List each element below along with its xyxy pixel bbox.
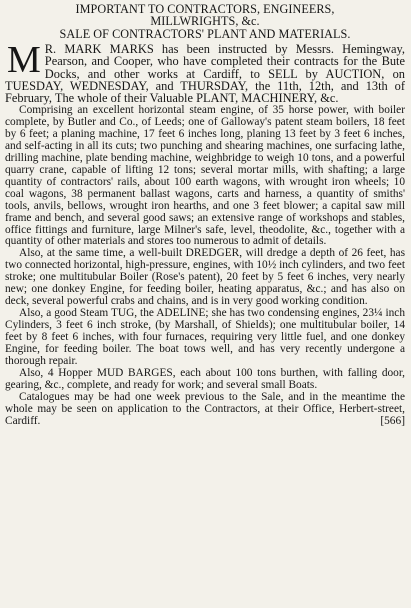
ad-header [5,3,405,40]
closing-paragraph [5,392,405,428]
reference-number: [566] [380,414,405,427]
header-line-1: IMPORTANT TO CONTRACTORS, ENGINEERS, [75,2,335,16]
header-line-2: MILLWRIGHTS, &c. [150,14,260,29]
closing-text: Catalogues may be had one week previous to the Sale, and in the meantime the whole may be seen on application to the Contractors, at their Office, Herbert-street, Cardiff. [5,390,405,427]
inventory-paragraph: Comprising an excellent horizontal steam engine, of 35 horse power, with boiler complete, by Butler and Co., of Leeds; one of Galloway's patent steam boilers, 18 feet by 6 feet; a planing machine, 17 feet 6 inches long, planing 13 feet by 3 feet 6 inches, and self-acting in all its cuts; two punching and shearing machines, one surfacing lathe, drilling machine, plate bending machine, weighbridge to weigh 10 tons, and a powerful quarry crane, capable of lifting 12 tons; several mortar mills, with shafting; a large quantity of contractors' rails, about 100 earth wagons, with wrought iron wheels; 10 coal wagons, 38 permanent ballast wagons, carts and harness, a quantity of smiths' tools, anvils, bellows, wrought iron hearths, and one 3 feet blower; a capital saw mill frame and bench, and several good saws; an extensive range of workshops and stables, office fittings and furniture, large Milner's safe, level, theodolite, &c., together with a quantity of other materials and stores too numerous to admit of details. [5,104,405,248]
drop-cap: M [7,39,41,82]
tug-paragraph: Also, a good Steam TUG, the ADELINE; she has two condensing engines, 23¼ inch Cylinders, 3 feet 6 inch stroke, (by Marshall, of Shields); one multitubular boiler, 14 feet by 8 feet 6 inches, with four furnaces, requiring very little fuel, and one donkey Engine, for feeding boiler. The boat tows well, and has very recently undergone a thorough repair. [5,307,405,368]
header-line-3: SALE OF CONTRACTORS' PLANT AND MATERIALS. [59,26,351,41]
barges-paragraph: Also, 4 Hopper MUD BARGES, each about 100 tons burthen, with falling door, gearing, &c., complete, and ready for work; and several small Boats. [5,366,405,391]
dredger-paragraph: Also, at the same time, a well-built DREDGER, will dredge a depth of 26 feet, has two connected horizontal, high-pressure, engines, with 10½ inch cylinders, and two feet stroke; one multitubular Boiler (Rose's patent), 20 feet by 5 feet 6 inches, very nearly new; one donkey Engine, for feeding boiler, heating apparatus, &c.; and has also on deck, several powerful crabs and chains, and is in very good working condition. [5,247,405,308]
lead-paragraph [5,39,405,105]
lead-text: R. MARK MARKS has been instructed by Messrs. Hemingway, Pearson, and Cooper, who have completed their contracts for the Bute Docks, and other works at Cardiff, to SELL by AUCTION, on TUESDAY, WEDNESDAY, and THURSDAY, the 11th, 12th, and 13th of February, The whole of their Valuable PLANT, MACHINERY, &c. [5,42,405,105]
